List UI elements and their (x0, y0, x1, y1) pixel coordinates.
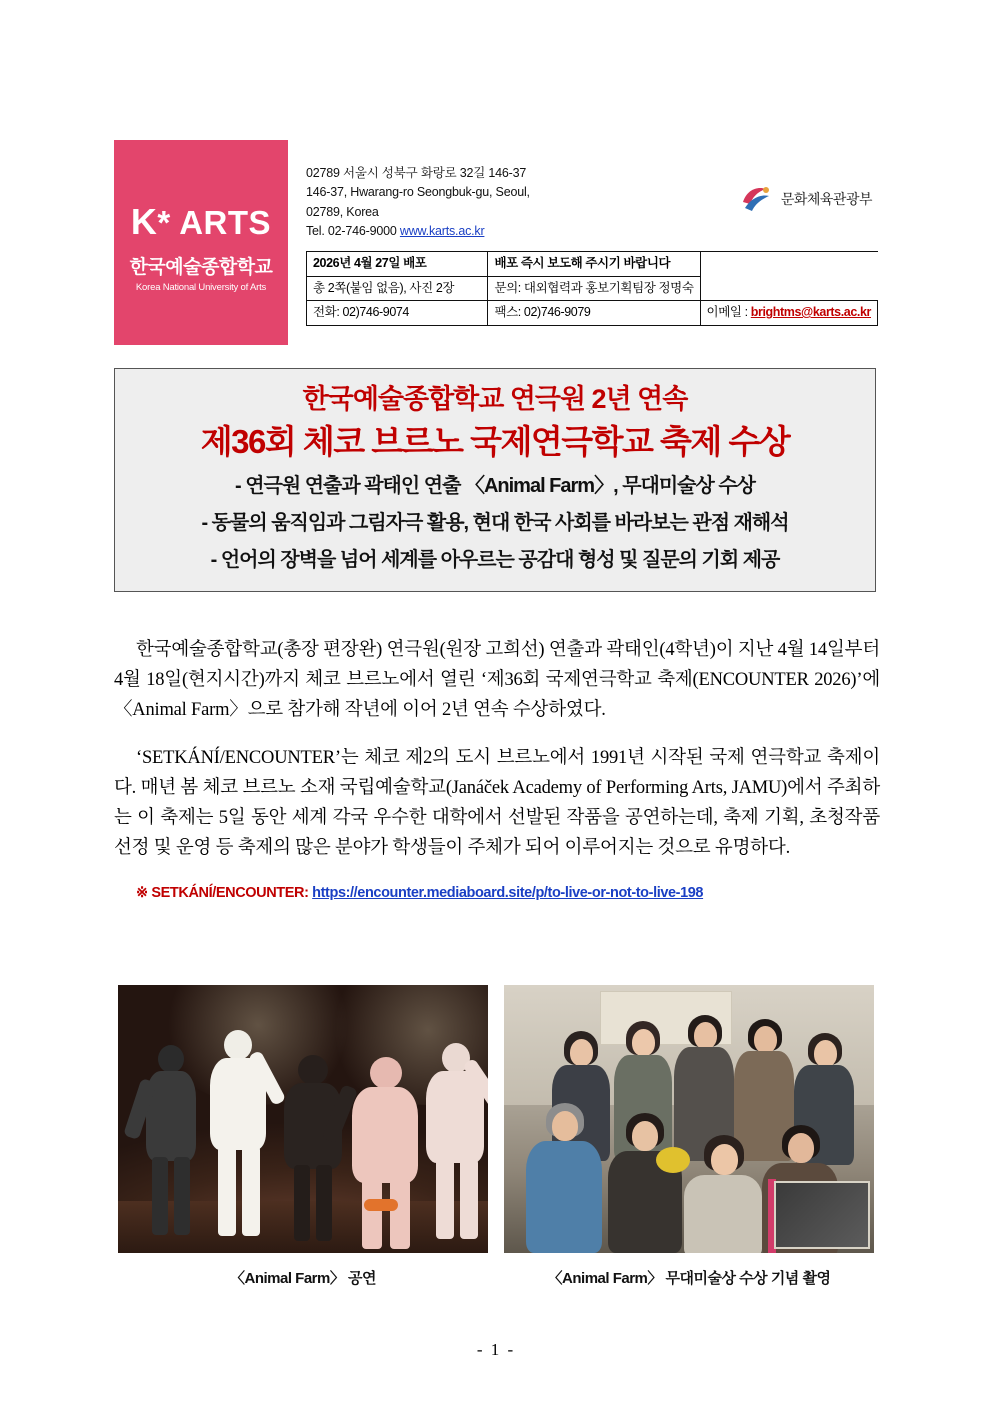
reference-note (114, 882, 880, 905)
address-line-2: 146-37, Hwarang-ro Seongbuk-gu, Seoul, (306, 185, 530, 200)
group-photo (504, 985, 874, 1253)
flower-bouquet (656, 1147, 690, 1173)
table-row (307, 276, 878, 301)
logo-english-name: Korea National University of Arts (135, 281, 267, 293)
header-right-column (306, 140, 878, 326)
photo-block-1 (118, 985, 488, 1288)
prop-detail (364, 1199, 398, 1211)
table-row (307, 301, 878, 326)
website-link[interactable]: www.karts.ac.kr (399, 224, 485, 239)
headline-line-2: 제36회 체코 브르노 국제연극학교 축제 수상 (200, 422, 790, 460)
person-figure (608, 1113, 682, 1253)
performer-figure (200, 1030, 276, 1235)
note-mark-icon: ※ (136, 884, 148, 901)
headline-bullet-1: - 연극원 연출과 곽태인 연출 〈Animal Farm〉, 무대미술상 수상 (234, 474, 755, 497)
address-line-3: 02789, Korea (306, 204, 379, 219)
logo-k-letter: K (130, 201, 158, 243)
photo-caption-2: 〈Animal Farm〉 무대미술상 수상 기념 촬영 (547, 1270, 831, 1287)
article-body (114, 636, 880, 923)
logo-wordmark (131, 202, 271, 242)
release-request-cell: 배포 즉시 보도해 주시기 바랍니다 (488, 252, 700, 276)
page-footer (0, 1340, 992, 1360)
pages-cell: 총 2쪽(붙임 없음), 사진 2장 (307, 276, 488, 301)
photo-caption-1: 〈Animal Farm〉 공연 (229, 1270, 376, 1287)
photo-gallery (118, 985, 874, 1288)
logo-arts-text: ARTS (179, 204, 272, 242)
ministry-emblem-icon (739, 182, 773, 216)
photo-block-2 (504, 985, 874, 1288)
phone-cell: 전화: 02)746-9074 (307, 301, 488, 326)
logo-korean-name: 한국예술종합학교 (129, 256, 273, 278)
tel-text: Tel. 02-746-9000 (306, 224, 400, 239)
body-paragraph-1: 한국예술종합학교(총장 편장완) 연극원(원장 고희선) 연출과 곽태인(4학년)이 지난 4월 14일부터 4월 18일(현지시간)까지 체코 브르노에서 열린 ‘제36회 국제연극학교 축제(ENCOUNTER 2026)’에 〈Animal Farm〉으로 참가해 작년에 이어 2년 연속 수상하였다. (114, 640, 880, 720)
header-meta-table (306, 252, 878, 326)
performer-figure (136, 1045, 206, 1235)
note-label: SETKÁNÍ/ENCOUNTER: (151, 884, 309, 901)
performer-figure (418, 1043, 488, 1239)
headline-line-1: 한국예술종합학교 연극원 2년 연속 (302, 384, 688, 414)
document-header (114, 140, 878, 345)
headline-bullet-3: - 언어의 장벽을 넘어 세계를 아우르는 공감대 형성 및 질문의 기회 제공 (210, 548, 780, 571)
karts-logo (114, 140, 288, 345)
performer-figure (342, 1057, 428, 1247)
email-label: 이메일 : (706, 305, 751, 319)
page-number: - 1 - (476, 1340, 516, 1359)
table-row (307, 252, 878, 276)
headline-box (114, 368, 876, 592)
header-top-row (114, 140, 878, 345)
performer-figure (276, 1055, 350, 1240)
email-link[interactable]: brightms@karts.ac.kr (750, 305, 871, 319)
body-paragraph-2: ‘SETKÁNÍ/ENCOUNTER’는 체코 제2의 도시 브르노에서 1991년 시작된 국제 연극학교 축제이다. 매년 봄 체코 브르노 소재 국립예술학교(Janáček Academy of Performing Arts, JAMU)에서 주최하는 이 축제는 5일 동안 세계 각국 우수한 대학에서 선발된 작품을 공연하는데, 축제 기획, 초청작품 선정 및 운영 등 축제의 많은 분야가 학생들이 주체가 되어 이루어지는 것으로 유명하다. (114, 747, 880, 858)
address-line-4 (306, 222, 530, 241)
ministry-label: 문화체육관광부 (780, 191, 872, 207)
performance-photo (118, 985, 488, 1253)
headline-bullet-2: - 동물의 움직임과 그림자극 활용, 현대 한국 사회를 바라보는 관점 재해석 (201, 511, 789, 534)
address-block (306, 140, 530, 242)
contact-cell: 문의: 대외협력과 홍보기획팀장 정명숙 (488, 276, 700, 301)
address-row (306, 140, 878, 252)
ministry-logo (739, 140, 878, 216)
logo-star: * (157, 204, 171, 242)
person-figure (526, 1103, 602, 1253)
address-line-1: 02789 서울시 성북구 화랑로 32길 146-37 (306, 166, 527, 180)
photo-banner (774, 1181, 870, 1249)
note-url-link[interactable]: https://encounter.mediaboard.site/p/to-live-or-not-to-live-198 (312, 884, 704, 901)
person-figure (684, 1135, 762, 1253)
release-date-cell: 2026년 4월 27일 배포 (307, 252, 488, 276)
fax-cell: 팩스: 02)746-9079 (488, 301, 700, 326)
email-cell (700, 301, 877, 326)
